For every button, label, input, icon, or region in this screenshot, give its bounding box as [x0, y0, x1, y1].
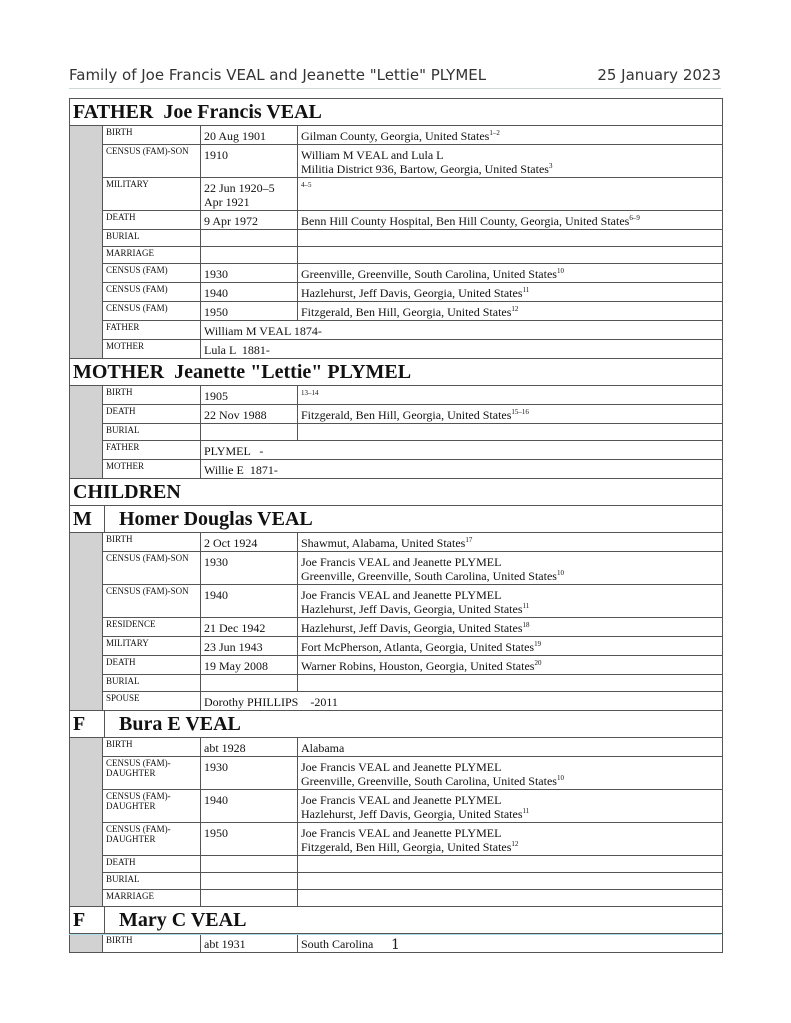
place-text: Alabama — [301, 741, 345, 755]
relation-row — [102, 460, 722, 479]
citation-ref: 19 — [534, 640, 542, 648]
place-line — [301, 760, 719, 774]
event-place — [298, 637, 722, 655]
event-date: 1950 — [201, 823, 298, 855]
event-place — [298, 873, 722, 889]
place-text: Joe Francis VEAL and Jeanette PLYMEL — [301, 760, 502, 774]
event-type-label: CENSUS (FAM)-SON — [102, 552, 201, 584]
event-row — [102, 230, 722, 247]
relation-value: Willie E 1871- — [204, 463, 278, 477]
place-line — [301, 602, 719, 616]
child-name: Bura E VEAL — [119, 713, 241, 735]
child-section — [70, 738, 722, 907]
relation-label: FATHER — [102, 321, 201, 339]
event-place — [298, 178, 722, 210]
event-date: 1910 — [201, 145, 298, 177]
event-place — [298, 145, 722, 177]
event-type-label: CENSUS (FAM)-DAUGHTER — [102, 823, 201, 855]
place-line — [301, 305, 719, 319]
event-date — [201, 873, 298, 889]
event-row — [102, 873, 722, 890]
place-text: Hazlehurst, Jeff Davis, Georgia, United States — [301, 286, 523, 300]
event-row — [102, 656, 722, 675]
place-line — [301, 129, 719, 143]
event-type-label: BIRTH — [102, 533, 201, 551]
place-text: Hazlehurst, Jeff Davis, Georgia, United States — [301, 807, 523, 821]
event-place — [298, 230, 722, 246]
child-sex: F — [70, 711, 105, 737]
relation-row — [102, 441, 722, 460]
event-place — [298, 790, 722, 822]
family-group-sheet — [69, 98, 723, 953]
place-line — [301, 826, 719, 840]
child-heading — [70, 711, 722, 738]
event-place — [298, 757, 722, 789]
event-row — [102, 405, 722, 424]
event-row — [102, 283, 722, 302]
event-row — [102, 386, 722, 405]
event-date: 2 Oct 1924 — [201, 533, 298, 551]
event-row — [102, 145, 722, 178]
place-line — [301, 389, 719, 403]
document-title: Family of Joe Francis VEAL and Jeanette "Lettie" PLYMEL — [69, 66, 487, 84]
event-type-label: MILITARY — [102, 178, 201, 210]
gutter — [70, 533, 102, 711]
citation-ref: 15–16 — [511, 408, 529, 416]
citation-ref: 12 — [511, 840, 519, 848]
place-text: Militia District 936, Bartow, Georgia, United States — [301, 162, 549, 176]
event-row — [102, 302, 722, 321]
gutter — [70, 126, 102, 359]
event-type-label: MILITARY — [102, 637, 201, 655]
relation-row — [102, 692, 722, 711]
event-place — [298, 283, 722, 301]
event-row — [102, 211, 722, 230]
event-row — [102, 247, 722, 264]
event-date: 21 Dec 1942 — [201, 618, 298, 636]
place-text: Hazlehurst, Jeff Davis, Georgia, United States — [301, 621, 523, 635]
gutter — [70, 738, 102, 907]
father-heading: FATHER Joe Francis VEAL — [70, 99, 722, 126]
event-type-label: CENSUS (FAM) — [102, 283, 201, 301]
citation-ref: 17 — [465, 536, 473, 544]
relation-row — [102, 321, 722, 340]
place-line — [301, 181, 719, 195]
event-date — [201, 424, 298, 440]
event-row — [102, 424, 722, 441]
event-date: 1930 — [201, 757, 298, 789]
event-type-label: DEATH — [102, 656, 201, 674]
place-text: Joe Francis VEAL and Jeanette PLYMEL — [301, 793, 502, 807]
event-type-label: BIRTH — [102, 738, 201, 756]
report-date: 25 January 2023 — [597, 66, 721, 84]
place-line — [301, 588, 719, 602]
event-place — [298, 585, 722, 617]
event-date: 23 Jun 1943 — [201, 637, 298, 655]
place-text: Benn Hill County Hospital, Ben Hill County, Georgia, United States — [301, 214, 630, 228]
mother-section — [70, 386, 722, 479]
event-date: 1930 — [201, 264, 298, 282]
event-place — [298, 618, 722, 636]
citation-ref: 12 — [511, 305, 519, 313]
event-date: 9 Apr 1972 — [201, 211, 298, 229]
place-line — [301, 214, 719, 228]
event-place — [298, 738, 722, 756]
citation-ref: 18 — [522, 621, 530, 629]
event-type-label: DEATH — [102, 211, 201, 229]
event-row — [102, 823, 722, 856]
relation-label: FATHER — [102, 441, 201, 459]
header-divider — [69, 88, 721, 89]
place-text: Hazlehurst, Jeff Davis, Georgia, United States — [301, 602, 523, 616]
father-events — [102, 126, 722, 359]
citation-ref: 13–14 — [301, 389, 319, 397]
child-events — [102, 738, 722, 907]
place-text: Greenville, Greenville, South Carolina, United States — [301, 267, 557, 281]
event-date: 1930 — [201, 552, 298, 584]
place-line — [301, 659, 719, 673]
event-type-label: RESIDENCE — [102, 618, 201, 636]
relation-value: Lula L 1881- — [204, 343, 270, 357]
event-date: 22 Jun 1920–5 Apr 1921 — [201, 178, 298, 210]
mother-heading: MOTHER Jeanette "Lettie" PLYMEL — [70, 359, 722, 386]
place-line — [301, 148, 719, 162]
event-row — [102, 675, 722, 692]
event-type-label: BIRTH — [102, 126, 201, 144]
place-text: Fort McPherson, Atlanta, Georgia, United States — [301, 640, 535, 654]
event-date: 1940 — [201, 283, 298, 301]
event-type-label: DEATH — [102, 856, 201, 872]
event-type-label: BURIAL — [102, 424, 201, 440]
place-text: South Carolina — [301, 937, 374, 951]
event-place — [298, 890, 722, 906]
citation-ref: 1–2 — [489, 129, 500, 137]
event-row — [102, 790, 722, 823]
event-type-label: BURIAL — [102, 230, 201, 246]
event-place — [298, 424, 722, 440]
place-line — [301, 840, 719, 854]
event-date: 22 Nov 1988 — [201, 405, 298, 423]
event-type-label: CENSUS (FAM)-SON — [102, 145, 201, 177]
place-line — [301, 162, 719, 176]
event-type-label: CENSUS (FAM)-DAUGHTER — [102, 790, 201, 822]
children-list — [70, 506, 722, 953]
event-row — [102, 126, 722, 145]
child-section — [70, 533, 722, 711]
event-row — [102, 637, 722, 656]
citation-ref: 4–5 — [301, 181, 312, 189]
relation-value: Dorothy PHILLIPS -2011 — [204, 695, 338, 709]
event-date: 1940 — [201, 790, 298, 822]
event-row — [102, 856, 722, 873]
child-heading — [70, 506, 722, 533]
mother-events — [102, 386, 722, 479]
event-date: abt 1931 — [201, 934, 298, 952]
event-date: 1950 — [201, 302, 298, 320]
place-line — [301, 408, 719, 422]
event-type-label: BIRTH — [102, 934, 201, 952]
event-row — [102, 533, 722, 552]
place-line — [301, 267, 719, 281]
event-date — [201, 856, 298, 872]
citation-ref: 11 — [522, 286, 530, 294]
place-line — [301, 793, 719, 807]
relation-label: MOTHER — [102, 340, 201, 358]
event-type-label: BURIAL — [102, 675, 201, 691]
relation-value: PLYMEL - — [204, 444, 264, 458]
event-place — [298, 211, 722, 229]
event-place — [298, 823, 722, 855]
child-name: Mary C VEAL — [119, 909, 247, 931]
place-line — [301, 774, 719, 788]
place-line — [301, 569, 719, 583]
event-date — [201, 675, 298, 691]
relation-label: SPOUSE — [102, 692, 201, 710]
child-events — [102, 533, 722, 711]
event-place — [298, 552, 722, 584]
place-line — [301, 807, 719, 821]
event-place — [298, 675, 722, 691]
citation-ref: 10 — [556, 267, 564, 275]
citation-ref: 3 — [548, 162, 553, 170]
place-text: Shawmut, Alabama, United States — [301, 536, 466, 550]
citation-ref: 10 — [556, 569, 564, 577]
father-section — [70, 126, 722, 359]
event-place — [298, 656, 722, 674]
child-sex: M — [70, 506, 105, 532]
event-row — [102, 552, 722, 585]
event-type-label: CENSUS (FAM)-DAUGHTER — [102, 757, 201, 789]
citation-ref: 20 — [534, 659, 542, 667]
event-date: 1905 — [201, 386, 298, 404]
child-name: Homer Douglas VEAL — [119, 508, 313, 530]
place-line — [301, 640, 719, 654]
event-row — [102, 585, 722, 618]
event-place — [298, 405, 722, 423]
place-text: Fitzgerald, Ben Hill, Georgia, United States — [301, 305, 512, 319]
place-text: Joe Francis VEAL and Jeanette PLYMEL — [301, 555, 502, 569]
event-place — [298, 302, 722, 320]
citation-ref: 11 — [522, 602, 530, 610]
gutter — [70, 386, 102, 479]
place-text: Greenville, Greenville, South Carolina, United States — [301, 569, 557, 583]
page-number: 1 — [391, 937, 400, 953]
event-type-label: DEATH — [102, 405, 201, 423]
event-place — [298, 126, 722, 144]
place-text: Warner Robins, Houston, Georgia, United States — [301, 659, 535, 673]
event-type-label: MARRIAGE — [102, 890, 201, 906]
relation-label: MOTHER — [102, 460, 201, 478]
event-date — [201, 890, 298, 906]
event-type-label: CENSUS (FAM)-SON — [102, 585, 201, 617]
place-line — [301, 286, 719, 300]
place-line — [301, 741, 719, 755]
event-date: abt 1928 — [201, 738, 298, 756]
place-text: William M VEAL and Lula L — [301, 148, 444, 162]
place-line — [301, 555, 719, 569]
footer-divider — [69, 934, 721, 935]
event-date: 19 May 2008 — [201, 656, 298, 674]
event-place — [298, 386, 722, 404]
place-text: Fitzgerald, Ben Hill, Georgia, United States — [301, 840, 512, 854]
event-row — [102, 757, 722, 790]
event-type-label: CENSUS (FAM) — [102, 302, 201, 320]
event-place — [298, 856, 722, 872]
event-type-label: BURIAL — [102, 873, 201, 889]
event-place — [298, 247, 722, 263]
page-header — [69, 66, 721, 86]
place-line — [301, 536, 719, 550]
place-text: Greenville, Greenville, South Carolina, United States — [301, 774, 557, 788]
child-sex: F — [70, 907, 105, 933]
children-heading: CHILDREN — [70, 479, 722, 506]
event-row — [102, 618, 722, 637]
event-row — [102, 738, 722, 757]
place-text: Joe Francis VEAL and Jeanette PLYMEL — [301, 826, 502, 840]
event-row — [102, 264, 722, 283]
relation-value: William M VEAL 1874- — [204, 324, 322, 338]
citation-ref: 6–9 — [629, 214, 640, 222]
event-date: 1940 — [201, 585, 298, 617]
place-text: Gilman County, Georgia, United States — [301, 129, 490, 143]
event-type-label: BIRTH — [102, 386, 201, 404]
event-type-label: MARRIAGE — [102, 247, 201, 263]
place-text: Joe Francis VEAL and Jeanette PLYMEL — [301, 588, 502, 602]
place-line — [301, 621, 719, 635]
place-text: Fitzgerald, Ben Hill, Georgia, United States — [301, 408, 512, 422]
event-row — [102, 890, 722, 907]
event-place — [298, 264, 722, 282]
event-place — [298, 533, 722, 551]
event-date — [201, 247, 298, 263]
relation-row — [102, 340, 722, 359]
event-row — [102, 178, 722, 211]
event-type-label: CENSUS (FAM) — [102, 264, 201, 282]
child-heading — [70, 907, 722, 934]
event-date: 20 Aug 1901 — [201, 126, 298, 144]
event-date — [201, 230, 298, 246]
citation-ref: 11 — [522, 807, 530, 815]
citation-ref: 10 — [556, 774, 564, 782]
